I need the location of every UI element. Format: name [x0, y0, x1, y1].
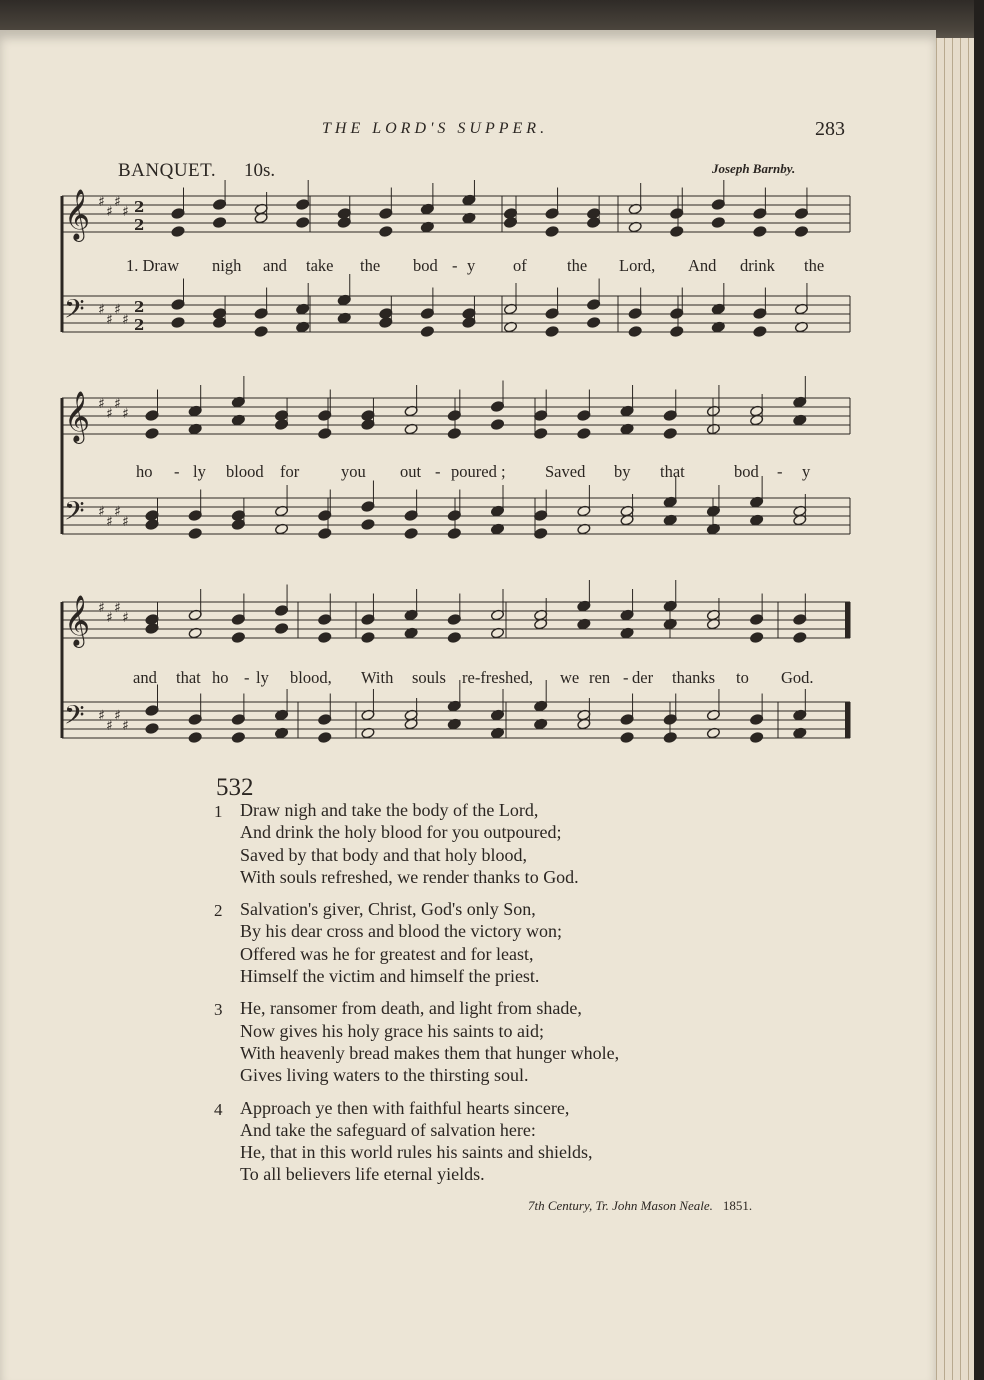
- note-head: [620, 732, 634, 744]
- lyric-syllable: take: [306, 256, 334, 275]
- note-head: [420, 326, 434, 338]
- note-head: [711, 217, 725, 229]
- note-head: [318, 510, 332, 522]
- lyric-syllable: the: [360, 256, 381, 275]
- lyric-syllable: -: [777, 462, 783, 481]
- note-head: [231, 732, 245, 744]
- sharp-icon: ♯: [98, 396, 105, 412]
- verse-line: Draw nigh and take the body of the Lord,: [240, 800, 539, 820]
- composer-credit: Joseph Barnby.: [712, 161, 796, 176]
- lyric-syllable: out: [400, 462, 422, 481]
- lyric-syllable: -: [435, 462, 441, 481]
- note-head: [171, 226, 185, 238]
- lyric-syllable: thanks: [672, 668, 716, 687]
- sharp-icon: ♯: [98, 194, 105, 210]
- note-head: [534, 410, 548, 422]
- lyric-syllable: and: [133, 668, 157, 687]
- sharp-icon: ♯: [98, 600, 105, 616]
- note-head: [212, 199, 226, 211]
- attribution-year: 1851.: [722, 1198, 753, 1213]
- lyric-syllable: bod: [413, 256, 438, 275]
- lyric-syllable: of: [513, 256, 527, 275]
- note-head: [670, 326, 684, 338]
- sharp-icon: ♯: [122, 718, 129, 734]
- note-head: [318, 632, 332, 644]
- lyric-syllable: the: [804, 256, 825, 275]
- verse-line: Salvation's giver, Christ, God's only Son,: [240, 899, 536, 920]
- verse-line: By his dear cross and blood the victory won;: [240, 921, 562, 942]
- lyric-syllable: souls: [412, 668, 446, 687]
- sharp-icon: ♯: [122, 406, 129, 422]
- lyric-syllable: And: [688, 256, 717, 275]
- sharp-icon: ♯: [106, 610, 113, 626]
- note-head: [534, 428, 548, 440]
- lyric-syllable: and: [263, 256, 287, 275]
- sharp-icon: ♯: [98, 504, 105, 520]
- lyric-syllable: re-freshed,: [462, 668, 533, 687]
- note-head: [212, 308, 226, 320]
- note-head: [420, 308, 434, 320]
- sharp-icon: ♯: [114, 302, 121, 318]
- note-head: [753, 308, 767, 320]
- running-title: THE LORD'S SUPPER.: [322, 120, 549, 137]
- note-head: [545, 208, 559, 220]
- hymn-verses: [214, 800, 774, 1187]
- sharp-icon: ♯: [122, 610, 129, 626]
- note-head: [490, 401, 504, 413]
- verse-1: [214, 800, 774, 889]
- verse-3: [214, 998, 774, 1087]
- note-head: [361, 632, 375, 644]
- note-head: [794, 208, 808, 220]
- page-header: [0, 118, 936, 146]
- lyrics-system-2: [60, 462, 850, 484]
- note-head: [318, 714, 332, 726]
- lyric-syllable: -: [452, 256, 458, 275]
- sharp-icon: ♯: [106, 514, 113, 530]
- lyric-syllable: blood,: [290, 668, 332, 687]
- note-head: [628, 308, 642, 320]
- note-head: [794, 226, 808, 238]
- lyric-syllable: the: [567, 256, 588, 275]
- note-head: [337, 208, 351, 220]
- tune-name: BANQUET.: [118, 160, 217, 181]
- note-head: [318, 528, 332, 540]
- note-head: [711, 199, 725, 211]
- lyric-syllable: Saved: [545, 462, 586, 481]
- lyric-syllable: y: [802, 462, 811, 481]
- sharp-icon: ♯: [122, 204, 129, 220]
- lyric-syllable: we: [560, 668, 580, 687]
- note-head: [296, 217, 310, 229]
- note-head: [318, 410, 332, 422]
- note-head: [793, 632, 807, 644]
- text-attribution: [528, 1198, 752, 1214]
- note-head: [274, 623, 288, 635]
- sharp-icon: ♯: [114, 396, 121, 412]
- note-head: [753, 226, 767, 238]
- attribution-text: 7th Century, Tr. John Mason Neale.: [528, 1198, 713, 1213]
- note-head: [587, 208, 601, 220]
- note-head: [361, 501, 375, 513]
- time-signature: 2: [134, 298, 145, 316]
- page-number: 283: [815, 118, 845, 140]
- verse-line: Himself the victim and himself the priest.: [240, 966, 540, 987]
- lyric-syllable: you: [341, 462, 366, 481]
- note-head: [231, 632, 245, 644]
- lyric-syllable: blood: [226, 462, 264, 481]
- note-head: [188, 732, 202, 744]
- note-head: [404, 510, 418, 522]
- note-head: [545, 226, 559, 238]
- note-head: [231, 510, 245, 522]
- note-head: [145, 614, 159, 626]
- verse-4: [214, 1098, 774, 1187]
- note-head: [361, 614, 375, 626]
- note-head: [254, 308, 268, 320]
- note-head: [254, 326, 268, 338]
- sharp-icon: ♯: [122, 514, 129, 530]
- note-head: [620, 714, 634, 726]
- verse-line: Offered was he for greatest and for least,: [240, 943, 534, 964]
- lyric-syllable: ly: [193, 462, 206, 481]
- note-head: [587, 317, 601, 329]
- verse-line: With souls refreshed, we render thanks to God.: [240, 866, 579, 887]
- lyrics-system-3: [60, 668, 850, 690]
- note-head: [670, 226, 684, 238]
- note-head: [663, 732, 677, 744]
- note-head: [447, 632, 461, 644]
- bass-clef-icon: 𝄢: [64, 699, 85, 737]
- sharp-icon: ♯: [114, 504, 121, 520]
- note-head: [212, 217, 226, 229]
- note-head: [534, 510, 548, 522]
- sharp-icon: ♯: [98, 708, 105, 724]
- note-head: [628, 326, 642, 338]
- note-head: [274, 410, 288, 422]
- note-head: [750, 614, 764, 626]
- verse-number: 1: [214, 802, 223, 821]
- note-head: [490, 419, 504, 431]
- note-head: [231, 614, 245, 626]
- note-head: [379, 226, 393, 238]
- sharp-icon: ♯: [98, 302, 105, 318]
- verse-line: Approach ye then with faithful hearts sincere,: [240, 1097, 570, 1118]
- lyric-syllable: God.: [781, 668, 814, 687]
- book-spine: [974, 0, 984, 1380]
- note-head: [145, 723, 159, 735]
- verse-line: To all believers life eternal yields.: [240, 1164, 485, 1185]
- note-head: [462, 308, 476, 320]
- note-head: [171, 299, 185, 311]
- note-head: [447, 410, 461, 422]
- verse-line: Now gives his holy grace his saints to aid;: [240, 1020, 544, 1041]
- note-head: [447, 614, 461, 626]
- verse-number: 2: [214, 901, 223, 921]
- bass-clef-icon: 𝄢: [64, 495, 85, 533]
- note-head: [318, 732, 332, 744]
- note-head: [361, 410, 375, 422]
- lyric-syllable: Lord,: [619, 256, 656, 275]
- lyric-syllable: -: [623, 668, 629, 687]
- verse-line: With heavenly bread makes them that hunger whole,: [240, 1042, 620, 1063]
- sharp-icon: ♯: [114, 600, 121, 616]
- note-head: [171, 317, 185, 329]
- lyric-syllable: ho: [212, 668, 229, 687]
- note-head: [545, 308, 559, 320]
- sharp-icon: ♯: [114, 194, 121, 210]
- note-head: [750, 714, 764, 726]
- treble-clef-icon: 𝄞: [64, 189, 91, 240]
- lyric-syllable: by: [614, 462, 631, 481]
- verse-line: And take the safeguard of salvation here:: [240, 1119, 536, 1140]
- note-head: [361, 519, 375, 531]
- note-head: [145, 428, 159, 440]
- lyrics-system-1: [60, 256, 850, 278]
- lyric-syllable: ren: [589, 668, 611, 687]
- time-signature: 2: [134, 316, 145, 334]
- bass-clef-icon: 𝄢: [64, 293, 85, 331]
- note-head: [296, 199, 310, 211]
- tune-meter: 10s.: [244, 160, 276, 181]
- note-head: [670, 308, 684, 320]
- lyric-syllable: poured ;: [451, 462, 506, 481]
- note-head: [188, 510, 202, 522]
- note-head: [145, 705, 159, 717]
- note-head: [750, 732, 764, 744]
- treble-clef-icon: 𝄞: [64, 391, 91, 442]
- note-head: [231, 714, 245, 726]
- note-head: [447, 510, 461, 522]
- time-signature: 2: [134, 216, 145, 234]
- note-head: [188, 528, 202, 540]
- lyric-syllable: nigh: [212, 256, 242, 275]
- note-head: [534, 528, 548, 540]
- note-head: [447, 428, 461, 440]
- note-head: [318, 428, 332, 440]
- note-head: [318, 614, 332, 626]
- note-head: [379, 208, 393, 220]
- hymn-number: 532: [216, 774, 254, 801]
- lyric-syllable: y: [467, 256, 476, 275]
- note-head: [750, 632, 764, 644]
- verse-number: 4: [214, 1099, 223, 1119]
- sharp-icon: ♯: [122, 312, 129, 328]
- verse-line: Saved by that body and that holy blood,: [240, 844, 527, 865]
- verse-line: He, ransomer from death, and light from shade,: [240, 998, 582, 1019]
- sharp-icon: ♯: [114, 708, 121, 724]
- verse-2: [214, 899, 774, 988]
- lyric-syllable: drink: [740, 256, 775, 275]
- note-head: [447, 528, 461, 540]
- note-head: [577, 410, 591, 422]
- lyric-syllable: der: [632, 668, 654, 687]
- note-head: [274, 605, 288, 617]
- lyric-syllable: With: [361, 668, 394, 687]
- note-head: [145, 410, 159, 422]
- sharp-icon: ♯: [106, 406, 113, 422]
- verse-line: He, that in this world rules his saints and shields,: [240, 1142, 593, 1163]
- verse-line: And drink the holy blood for you outpoured;: [240, 822, 562, 843]
- lyric-syllable: -: [174, 462, 180, 481]
- sharp-icon: ♯: [106, 718, 113, 734]
- note-head: [404, 528, 418, 540]
- verse-number: 3: [214, 1000, 223, 1020]
- note-head: [663, 410, 677, 422]
- note-head: [670, 208, 684, 220]
- note-head: [663, 714, 677, 726]
- note-head: [753, 326, 767, 338]
- lyric-syllable: that: [176, 668, 201, 687]
- note-head: [793, 614, 807, 626]
- verse-line: Gives living waters to the thirsting soul.: [240, 1065, 529, 1086]
- lyric-syllable: -: [244, 668, 250, 687]
- sharp-icon: ♯: [106, 312, 113, 328]
- lyric-syllable: that: [660, 462, 685, 481]
- note-head: [171, 208, 185, 220]
- note-head: [145, 510, 159, 522]
- note-head: [545, 326, 559, 338]
- lyric-syllable: for: [280, 462, 300, 481]
- sharp-icon: ♯: [106, 204, 113, 220]
- note-head: [663, 428, 677, 440]
- treble-clef-icon: 𝄞: [64, 595, 91, 646]
- lyric-syllable: 1. Draw: [126, 256, 180, 275]
- lyric-syllable: ly: [256, 668, 269, 687]
- lyric-syllable: ho: [136, 462, 153, 481]
- note-head: [587, 299, 601, 311]
- note-head: [577, 428, 591, 440]
- lyric-syllable: to: [736, 668, 749, 687]
- time-signature: 2: [134, 198, 145, 216]
- note-head: [503, 208, 517, 220]
- note-head: [188, 714, 202, 726]
- note-head: [753, 208, 767, 220]
- lyric-syllable: bod: [734, 462, 759, 481]
- note-head: [379, 308, 393, 320]
